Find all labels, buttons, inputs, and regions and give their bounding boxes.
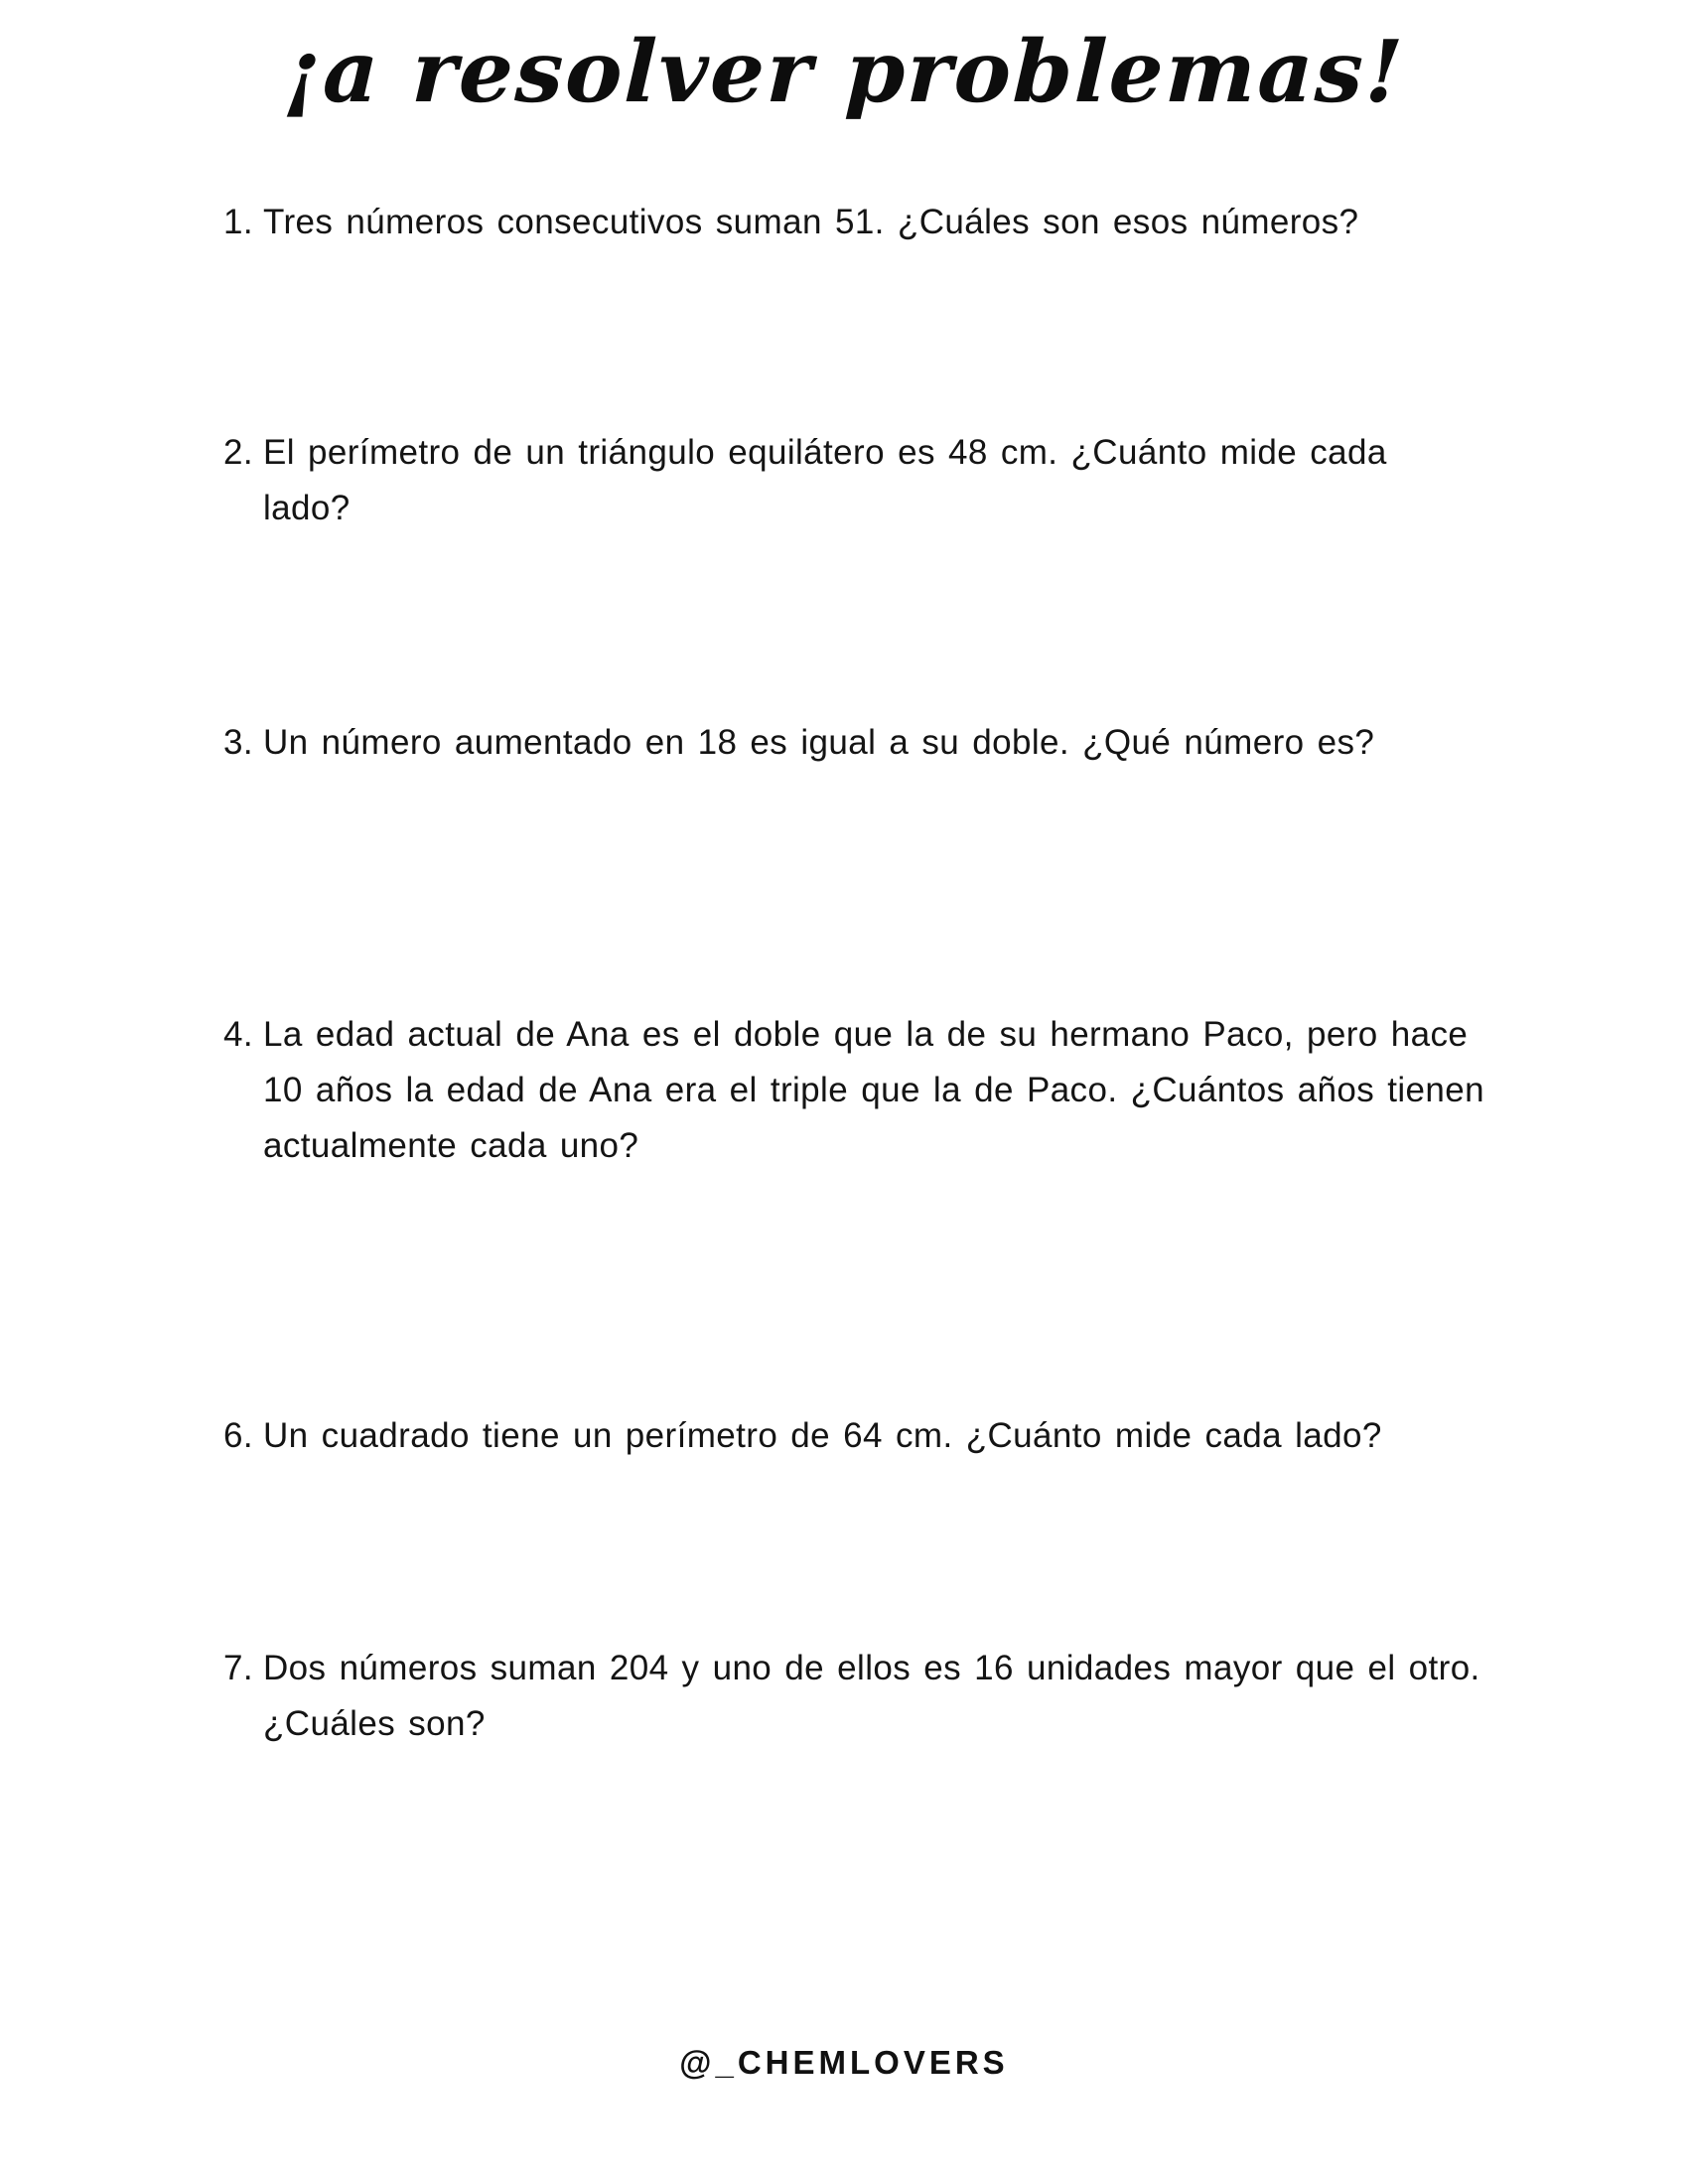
problem-2: [223, 425, 1387, 536]
problem-3-line-1: Un número aumentado en 18 es igual a su doble. ¿Qué número es?: [263, 723, 1375, 762]
problem-2-number: 2.: [223, 433, 253, 472]
problem-7-text: [263, 1641, 1480, 1752]
problem-2-line-1: El perímetro de un triángulo equilátero es 48 cm. ¿Cuánto mide cada: [263, 433, 1387, 472]
problem-4-number: 4.: [223, 1015, 253, 1054]
problem-1-text: [263, 195, 1358, 250]
problem-7-number: 7.: [223, 1649, 253, 1687]
problem-1-number: 1.: [223, 203, 253, 241]
problem-4-line-2: 10 años la edad de Ana era el triple que la de Paco. ¿Cuántos años tienen: [263, 1071, 1485, 1109]
worksheet-title: ¡a resolver problemas!: [281, 22, 1407, 122]
problem-4-line-3: actualmente cada uno?: [263, 1126, 639, 1165]
problem-1: [223, 195, 1358, 250]
problem-4-text: [263, 1007, 1484, 1174]
problem-4-line-1: La edad actual de Ana es el doble que la de su hermano Paco, pero hace: [263, 1015, 1469, 1054]
problem-2-text: [263, 425, 1387, 536]
problem-2-line-2: lado?: [263, 489, 351, 527]
problem-3-text: [263, 715, 1374, 771]
problem-3-number: 3.: [223, 723, 253, 762]
problem-3: [223, 715, 1374, 771]
problem-1-line-1: Tres números consecutivos suman 51. ¿Cuáles son esos números?: [263, 203, 1359, 241]
problem-6: [223, 1408, 1382, 1464]
problem-6-line-1: Un cuadrado tiene un perímetro de 64 cm. ¿Cuánto mide cada lado?: [263, 1416, 1382, 1455]
footer-handle: @_CHEMLOVERS: [679, 2044, 1009, 2081]
problem-7-line-1: Dos números suman 204 y uno de ellos es 16 unidades mayor que el otro.: [263, 1649, 1480, 1687]
problem-7: [223, 1641, 1480, 1752]
problem-7-line-2: ¿Cuáles son?: [263, 1704, 486, 1743]
problem-6-number: 6.: [223, 1416, 253, 1455]
problem-4: [223, 1007, 1484, 1174]
problem-6-text: [263, 1408, 1382, 1464]
